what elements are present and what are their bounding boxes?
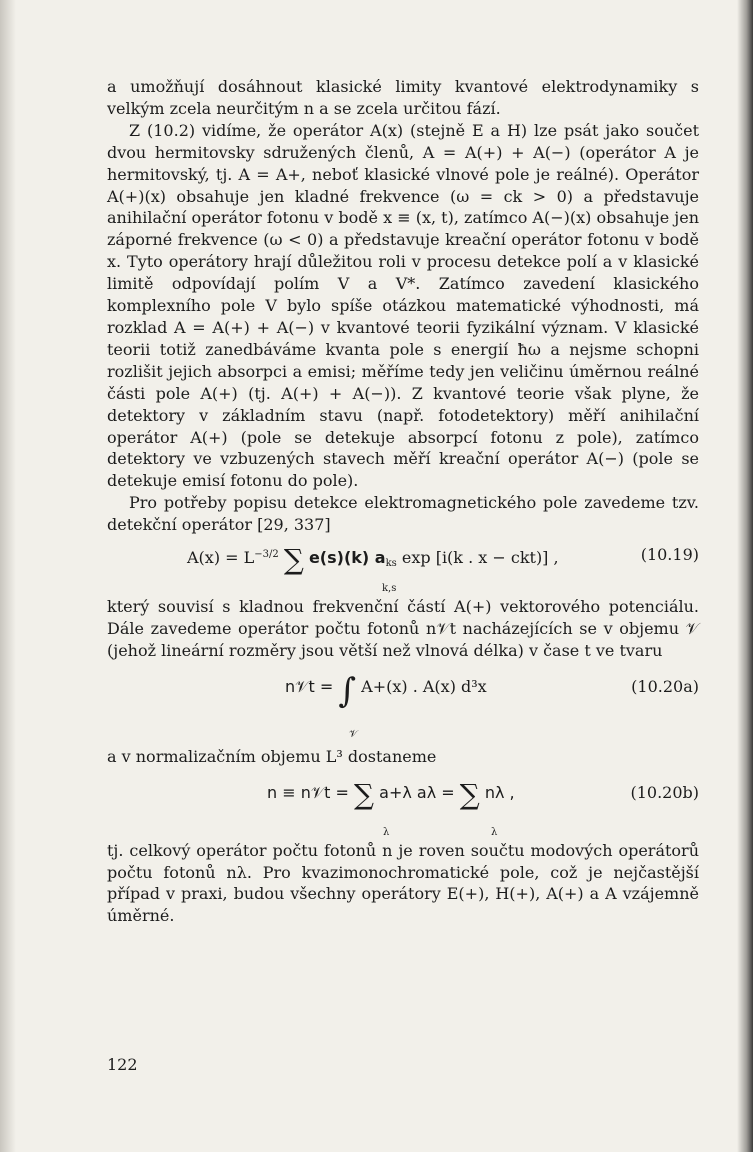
paragraph-3: Pro potřeby popisu detekce elektromagnetického pole zavedeme tzv. detekční operátor [29, 337] [107, 493, 699, 535]
equation-number: (10.20b) [630, 782, 699, 802]
sum-symbol: ∑ [354, 777, 375, 811]
paragraph-2: Z (10.2) vidíme, že operátor A(x) (stejně E a H) lze psát jako součet dvou hermitovsky sdružených členů, A = A(+) + A(−) (operátor A je hermitovský, tj. A = A+, neboť klasické vlnové pole je reálné). Operátor A(+)(x) obsahuje jen kladné frekvence (ω = ck > 0) a představuje anihilační operátor fotonu v bodě x ≡ (x, t), zatímco A(−)(x) obsahuje jen záporné frekvence (ω < 0) a představuje kreační operátor fotonu v bodě x. Tyto operátory hrají důležitou roli v procesu detekce polí a v klasické limitě odpovídají polím V a V*. Zatímco zavedení klasického komplexního pole V bylo spíše otázkou matematické výhodnosti, má rozklad A = A(+) + A(−) v kvantové teorii fyzikální význam. V klasické teorii totiž zanedbáváme kvanta pole s energií ħω a nejsme schopni rozlišit jejich absorpci a emisi; měříme tedy jen veličinu úměrnou reálné části pole A(+) (tj. A(+) + A(−)). Z kvantové teorie však plyne, že detektory v základním stavu (např. fotodetektory) měří anihilační operátor A(+) (pole se detekuje absorpcí fotonu z pole), zatímco detektory ve vzbuzených stavech měří kreační operátor A(−) (pole se detekuje emisí fotonu do pole). [107, 120, 699, 491]
equation-10-20a [107, 662, 699, 746]
paragraph-5: a v normalizačním objemu L³ dostaneme [107, 746, 437, 766]
equation-10-20b-body: n ≡ n𝒱t = ∑ a+λ aλ = ∑ nλ , λ λ [267, 777, 515, 838]
equation-10-19 [107, 536, 699, 596]
paragraph-6: tj. celkový operátor počtu fotonů n je roven součtu modových operátorů počtu fotonů nλ. Pro kvazimonochromatické pole, což je nejčastější případ v praxi, budou všechny operátory E(+), H(+), A(+) a A vzájemně úměrné. [107, 840, 699, 926]
page-edge-right [737, 0, 753, 1152]
equation-number: (10.20a) [631, 676, 699, 696]
page-edge-left [0, 0, 16, 1152]
paragraph-1: a umožňují dosáhnout klasické limity kvantové elektrodynamiky s velkým zcela neurčitým n a se zcela určitou fází. [107, 77, 699, 118]
equation-10-20b [107, 768, 699, 840]
paragraph-4: který souvisí s kladnou frekvenční částí A(+) vektorového potenciálu. Dále zavedeme operátor počtu fotonů n𝒱t nacházejících se v objemu 𝒱 (jehož lineární rozměry jsou větší než vlnová délka) v čase t ve tvaru [107, 597, 699, 660]
integral-symbol: ∫ [338, 670, 357, 711]
sum-symbol: ∑ [459, 777, 480, 811]
equation-10-20a-body: n𝒱t = ∫ A+(x) . A(x) d³x 𝒱 [285, 670, 487, 740]
equation-number: (10.19) [640, 545, 699, 565]
text-body [107, 76, 699, 927]
sum-symbol: ∑ [283, 543, 304, 577]
equation-10-19-body: $A(x) = L^{-3/2}$ ∑ e(s)(k) $a_{ks}$ exp [i(k . x − ckt)] , k,s [187, 543, 559, 595]
page-number: 122 [107, 1055, 138, 1074]
